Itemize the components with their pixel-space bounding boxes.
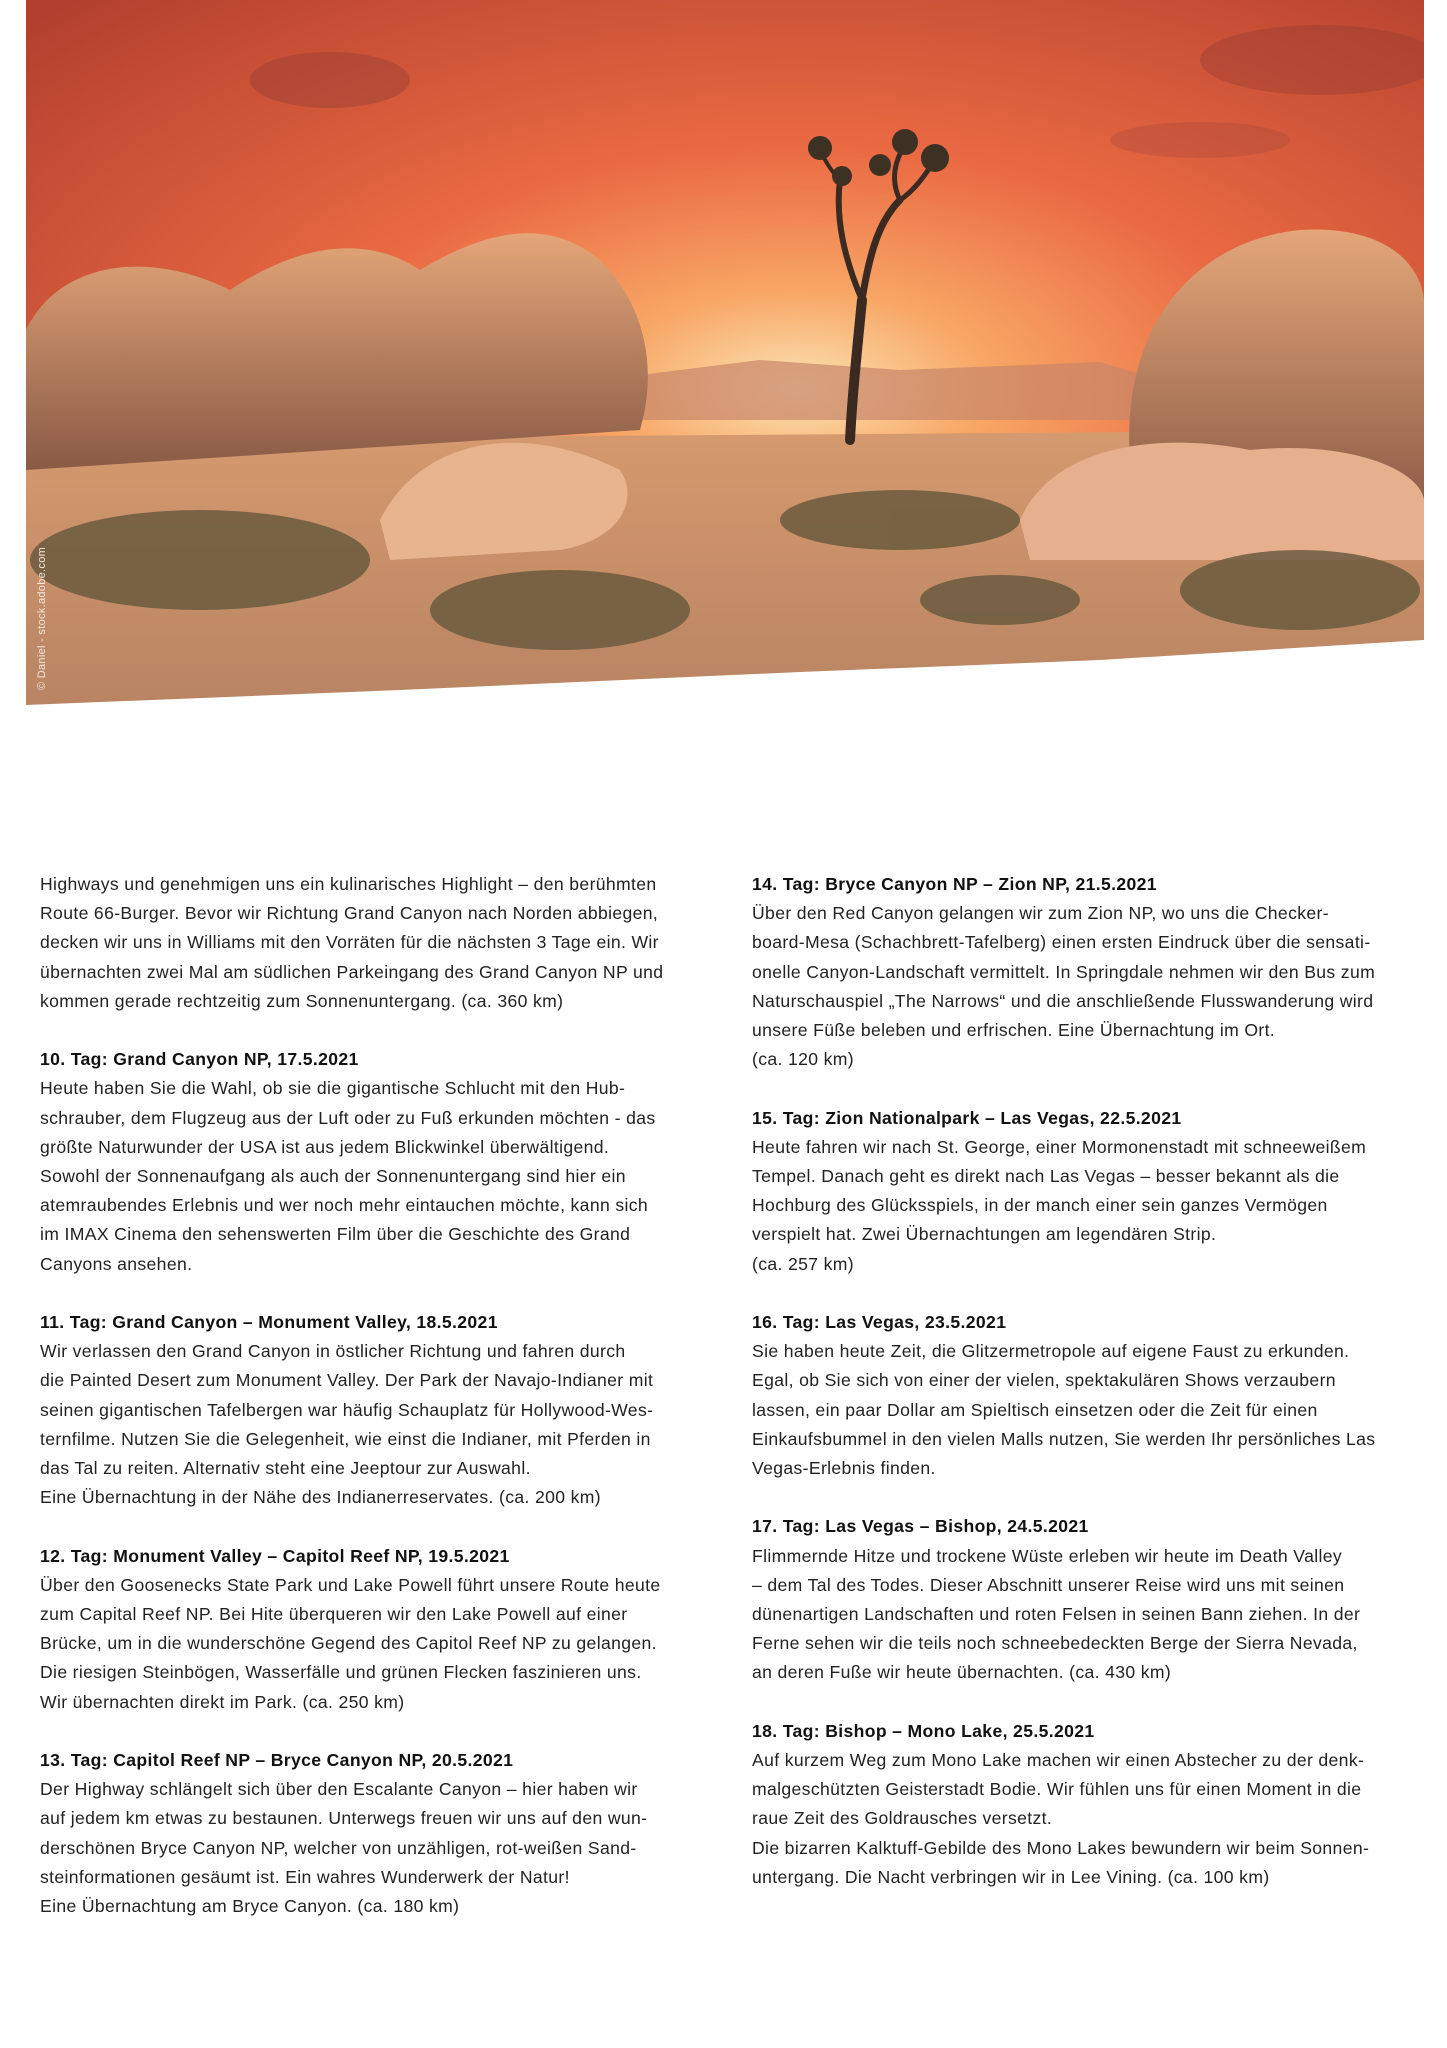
- day-14-section: [752, 870, 1432, 1074]
- day-text-line: Die bizarren Kalktuff-Gebilde des Mono Lakes bewundern wir beim Sonnen-: [752, 1837, 1370, 1858]
- day-text-line: Wir übernachten direkt im Park. (ca. 250 km): [40, 1691, 405, 1712]
- day-text-line: Eine Übernachtung in der Nähe des Indianerreservates. (ca. 200 km): [40, 1487, 601, 1508]
- day-title: 18. Tag: Bishop – Mono Lake, 25.5.2021: [752, 1720, 1095, 1741]
- day-text-line: Canyons ansehen.: [40, 1253, 193, 1274]
- intro-line: Highways und genehmigen uns ein kulinarisches Highlight – den berühmten: [40, 874, 657, 894]
- day-text-line: untergang. Die Nacht verbringen wir in Lee Vining. (ca. 100 km): [752, 1866, 1270, 1887]
- intro-line: übernachten zwei Mal am südlichen Parkeingang des Grand Canyon NP und: [40, 961, 664, 982]
- day-text-line: an deren Fuße wir heute übernachten. (ca. 430 km): [752, 1662, 1172, 1683]
- day-text-line: atemraubendes Erlebnis und wer noch mehr eintauchen möchte, kann sich: [40, 1195, 649, 1216]
- day-10-section: [40, 1045, 720, 1279]
- day-text-line: Ferne sehen wir die teils noch schneebedeckten Berge der Sierra Nevada,: [752, 1633, 1358, 1654]
- day-text-line: lassen, ein paar Dollar am Spieltisch einsetzen oder die Zeit für einen: [752, 1399, 1318, 1420]
- day-text-line: steinformationen gesäumt ist. Ein wahres Wunderwerk der Natur!: [40, 1866, 570, 1887]
- day-text-line: Heute fahren wir nach St. George, einer Mormonenstadt mit schneeweißem: [752, 1136, 1367, 1157]
- intro-line: decken wir uns in Williams mit den Vorräten für die nächsten 3 Tage ein. Wir: [40, 932, 659, 953]
- day-text-line: Egal, ob Sie sich von einer der vielen, spektakulären Shows verzaubern: [752, 1370, 1336, 1391]
- day-title: 12. Tag: Monument Valley – Capitol Reef NP, 19.5.2021: [40, 1545, 510, 1566]
- day-18-section: [752, 1717, 1432, 1892]
- day-17-section: [752, 1512, 1432, 1687]
- day-title: 15. Tag: Zion Nationalpark – Las Vegas, 22.5.2021: [752, 1107, 1182, 1128]
- day-text-line: Hochburg des Glücksspiels, in der manch einer sein ganzes Vermögen: [752, 1195, 1328, 1216]
- day-text-line: board-Mesa (Schachbrett-Tafelberg) einen ersten Eindruck über die sensati-: [752, 932, 1371, 953]
- day-text-line: raue Zeit des Goldrausches versetzt.: [752, 1808, 1053, 1829]
- day-text-line: schrauber, dem Flugzeug aus der Luft oder zu Fuß erkunden möchten - das: [40, 1107, 656, 1128]
- day-13-section: [40, 1746, 720, 1921]
- left-column: [40, 870, 720, 1950]
- day-text-line: Brücke, um in die wunderschöne Gegend des Capitol Reef NP zu gelangen.: [40, 1633, 657, 1654]
- day-text-line: Vegas-Erlebnis finden.: [752, 1458, 936, 1479]
- day-text-line: – dem Tal des Todes. Dieser Abschnitt unserer Reise wird uns mit seinen: [752, 1574, 1345, 1595]
- day-16-section: [752, 1308, 1432, 1483]
- day-text-line: Die riesigen Steinbögen, Wasserfälle und grünen Flecken faszinieren uns.: [40, 1662, 642, 1683]
- day-text-line: Heute haben Sie die Wahl, ob sie die gigantische Schlucht mit den Hub-: [40, 1078, 626, 1099]
- day-text-line: Sowohl der Sonnenaufgang als auch der Sonnenuntergang sind hier ein: [40, 1166, 626, 1187]
- day-title: 14. Tag: Bryce Canyon NP – Zion NP, 21.5.2021: [752, 874, 1157, 894]
- day-text-line: zum Capital Reef NP. Bei Hite überqueren wir den Lake Powell auf einer: [40, 1604, 628, 1625]
- day-text-line: (ca. 120 km): [752, 1049, 854, 1070]
- intro-section: [40, 870, 720, 1016]
- day-text-line: Sie haben heute Zeit, die Glitzermetropole auf eigene Faust zu erkunden.: [752, 1341, 1350, 1362]
- day-title: 17. Tag: Las Vegas – Bishop, 24.5.2021: [752, 1516, 1089, 1537]
- day-text-line: derschönen Bryce Canyon NP, welcher von unzähligen, rot-weißen Sand-: [40, 1837, 637, 1858]
- day-text-line: Auf kurzem Weg zum Mono Lake machen wir einen Abstecher zu der denk-: [752, 1750, 1365, 1771]
- day-title: 13. Tag: Capitol Reef NP – Bryce Canyon NP, 20.5.2021: [40, 1750, 514, 1771]
- day-text-line: verspielt hat. Zwei Übernachtungen am legendären Strip.: [752, 1224, 1217, 1245]
- day-text-line: malgeschützten Geisterstadt Bodie. Wir fühlen uns für einen Moment in die: [752, 1779, 1362, 1800]
- day-12-section: [40, 1542, 720, 1717]
- day-15-section: [752, 1104, 1432, 1279]
- day-text-line: onelle Canyon-Landschaft vermittelt. In Springdale nehmen wir den Bus zum: [752, 961, 1376, 982]
- day-title: 16. Tag: Las Vegas, 23.5.2021: [752, 1312, 1007, 1333]
- day-text-line: seinen gigantischen Tafelbergen war häufig Schauplatz für Hollywood-Wes-: [40, 1399, 654, 1420]
- photo-credit: © Daniel - stock.adobe.com: [36, 546, 48, 690]
- day-text-line: Einkaufsbummel in den vielen Malls nutzen, Sie werden Ihr persönliches Las: [752, 1428, 1376, 1449]
- intro-line: kommen gerade rechtzeitig zum Sonnenuntergang. (ca. 360 km): [40, 990, 564, 1011]
- day-text-line: Tempel. Danach geht es direkt nach Las Vegas – besser bekannt als die: [752, 1166, 1340, 1187]
- day-text-line: Naturschauspiel „The Narrows“ und die anschließende Flusswanderung wird: [752, 990, 1374, 1011]
- day-11-section: [40, 1308, 720, 1512]
- day-text-line: auf jedem km etwas zu bestaunen. Unterwegs freuen wir uns auf den wun-: [40, 1808, 648, 1829]
- day-text-line: unsere Füße beleben und erfrischen. Eine Übernachtung im Ort.: [752, 1020, 1276, 1041]
- hero-image: [0, 0, 1447, 760]
- day-text-line: Über den Goosenecks State Park und Lake Powell führt unsere Route heute: [40, 1574, 661, 1595]
- day-text-line: Eine Übernachtung am Bryce Canyon. (ca. 180 km): [40, 1896, 460, 1917]
- day-text-line: Flimmernde Hitze und trockene Wüste erleben wir heute im Death Valley: [752, 1545, 1343, 1566]
- right-column: [752, 870, 1432, 1921]
- day-text-line: Über den Red Canyon gelangen wir zum Zion NP, wo uns die Checker-: [752, 903, 1329, 924]
- day-text-line: Wir verlassen den Grand Canyon in östlicher Richtung und fahren durch: [40, 1341, 626, 1362]
- day-title: 10. Tag: Grand Canyon NP, 17.5.2021: [40, 1049, 359, 1070]
- day-text-line: größte Naturwunder der USA ist aus jedem Blickwinkel überwältigend.: [40, 1136, 610, 1157]
- intro-line: Route 66-Burger. Bevor wir Richtung Grand Canyon nach Norden abbiegen,: [40, 903, 659, 924]
- day-text-line: die Painted Desert zum Monument Valley. Der Park der Navajo-Indianer mit: [40, 1370, 654, 1391]
- day-text-line: (ca. 257 km): [752, 1253, 854, 1274]
- desert-landscape-illustration: [0, 0, 1447, 760]
- day-text-line: das Tal zu reiten. Alternativ steht eine Jeeptour zur Auswahl.: [40, 1458, 531, 1479]
- day-text-line: ternfilme. Nutzen Sie die Gelegenheit, wie einst die Indianer, mit Pferden in: [40, 1428, 651, 1449]
- day-text-line: im IMAX Cinema den sehenswerten Film über die Geschichte des Grand: [40, 1224, 631, 1245]
- day-text-line: Der Highway schlängelt sich über den Escalante Canyon – hier haben wir: [40, 1779, 638, 1800]
- day-title: 11. Tag: Grand Canyon – Monument Valley, 18.5.2021: [40, 1312, 498, 1333]
- day-text-line: dünenartigen Landschaften und roten Felsen in seinen Bann ziehen. In der: [752, 1604, 1361, 1625]
